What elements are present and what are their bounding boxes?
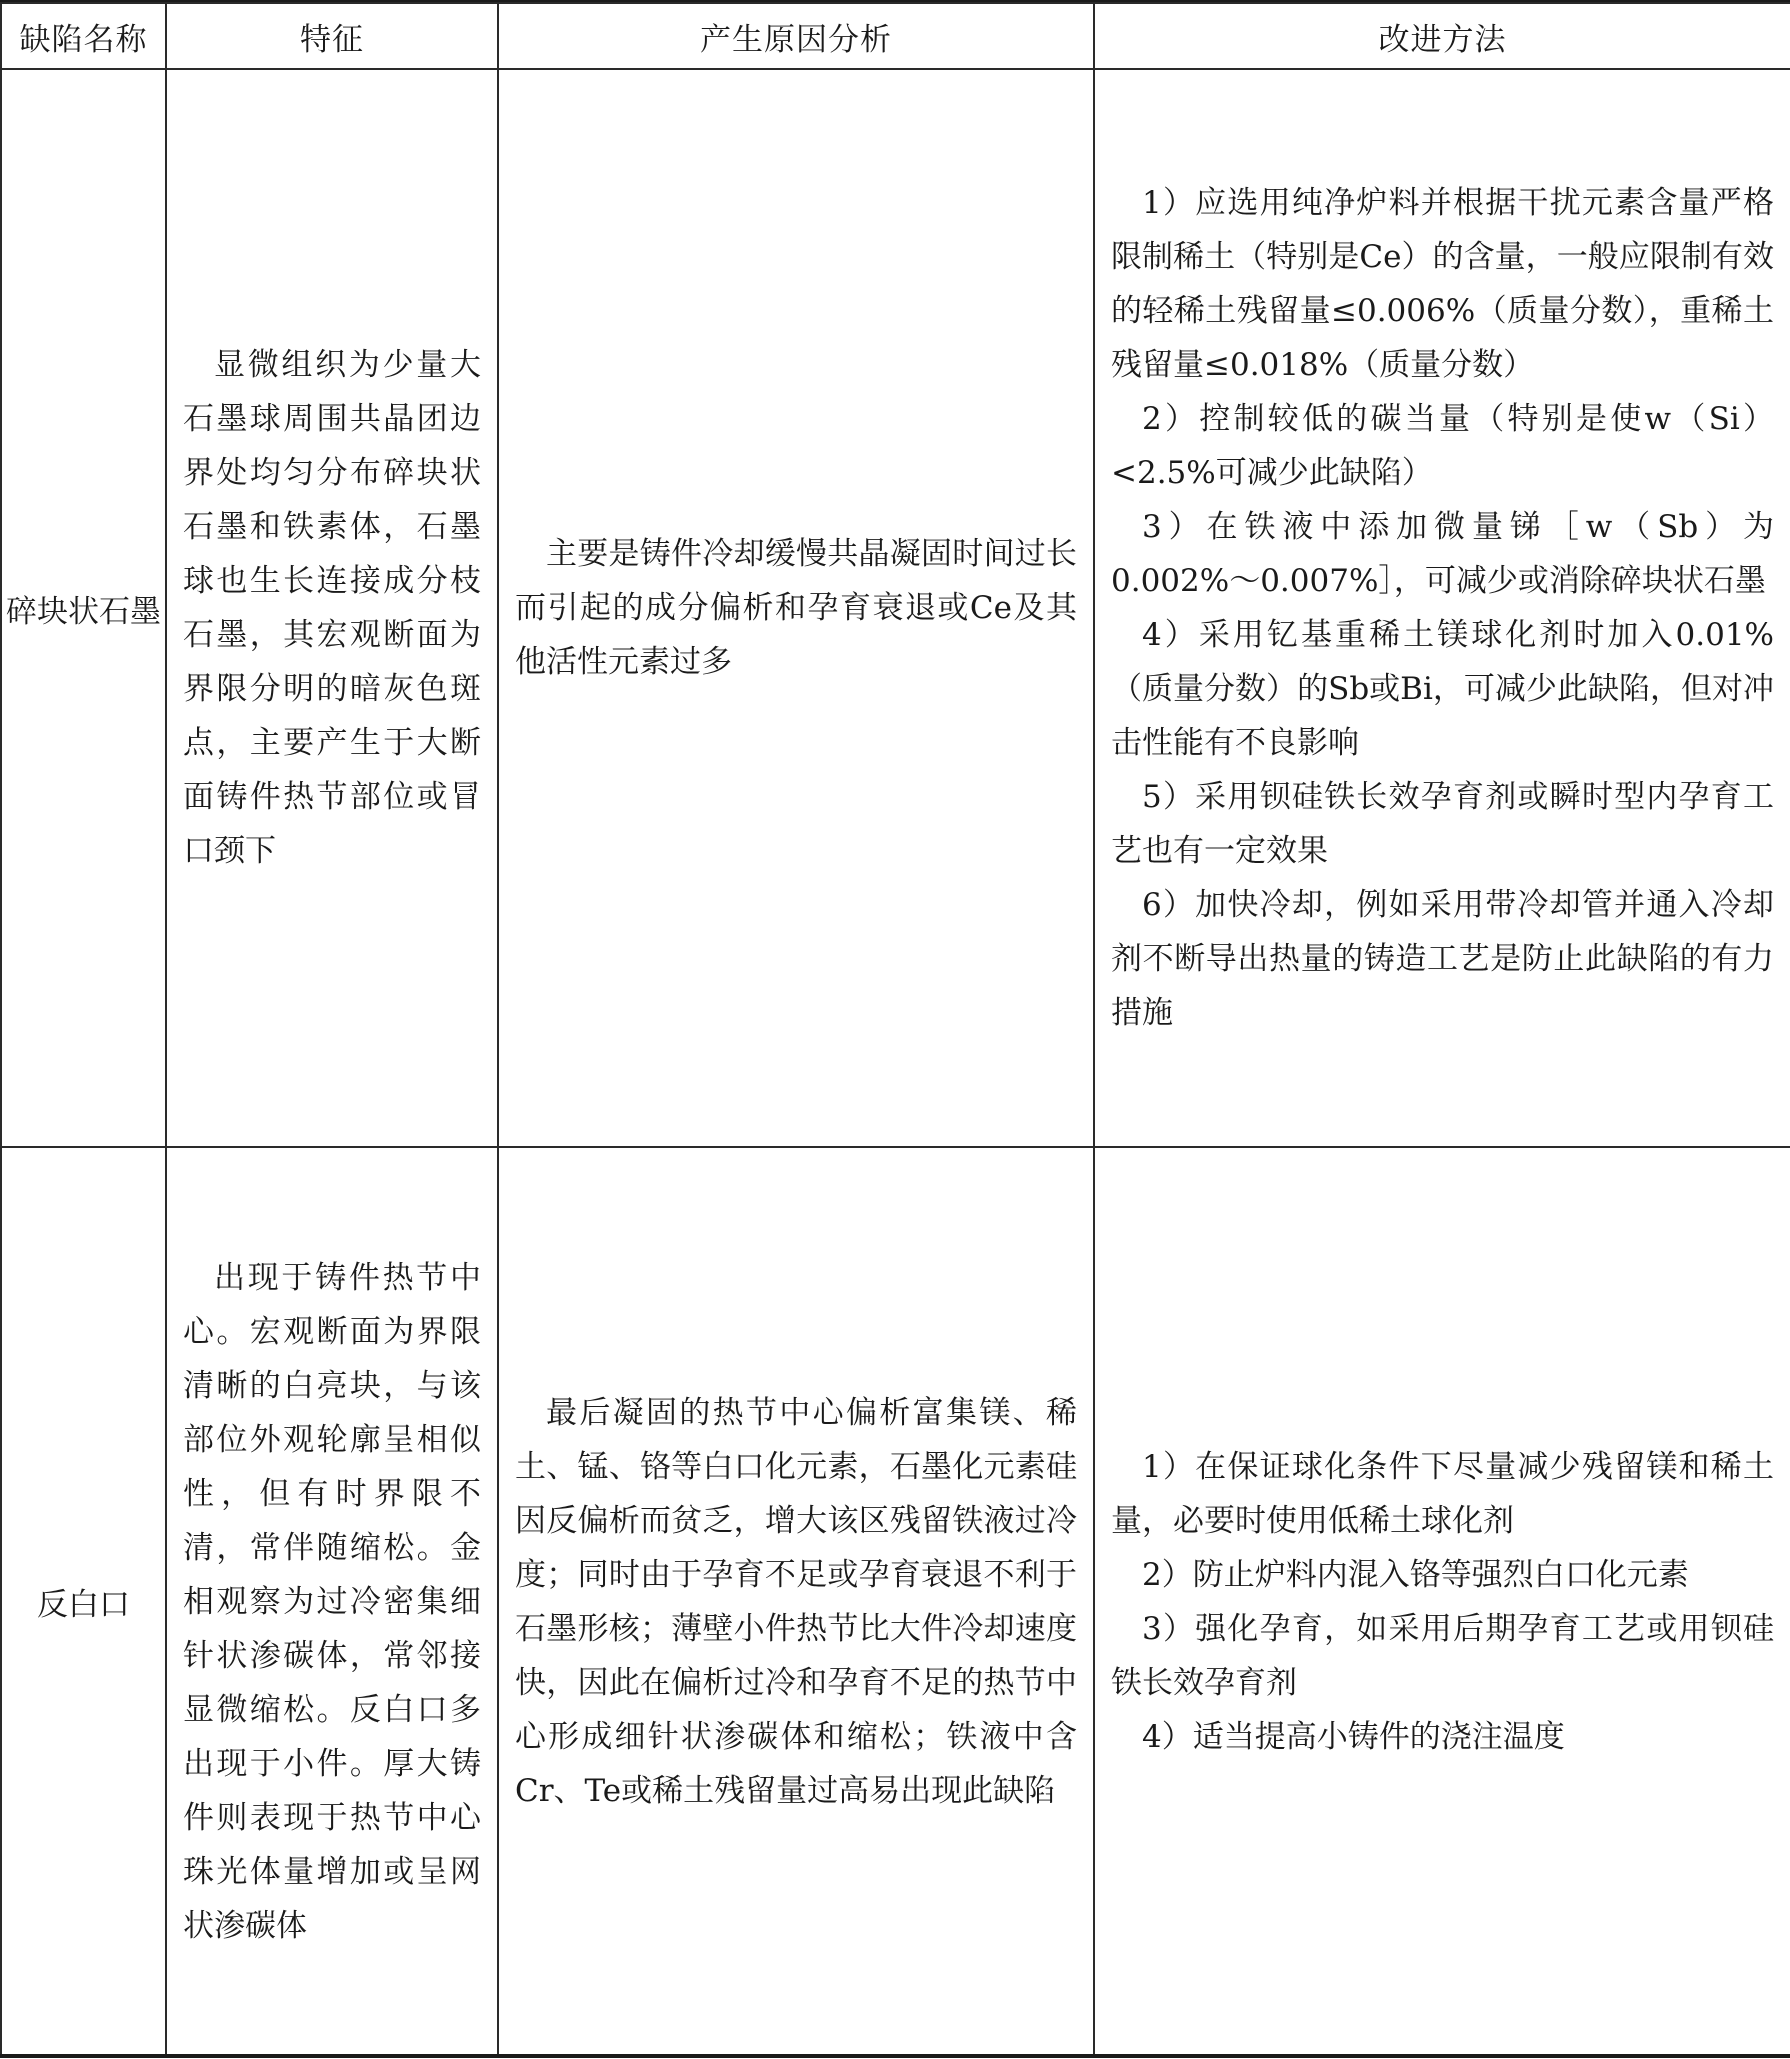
method-item: 3）在铁液中添加微量锑［w（Sb）为0.002%～0.007%］，可减少或消除碎块状石墨: [1111, 509, 1774, 599]
method-item: 1）在保证球化条件下尽量减少残留镁和稀土量，必要时使用低稀土球化剂: [1111, 1448, 1774, 1539]
feature-cell: [166, 1147, 498, 2056]
header-feature: 特征: [166, 3, 498, 69]
method-item: 1）应选用纯净炉料并根据干扰元素含量严格限制稀土（特别是Ce）的含量，一般应限制有效的轻稀土残留量≤0.006%（质量分数），重稀土残留量≤0.018%（质量分数）: [1111, 185, 1774, 383]
defect-name-cell: 碎块状石墨: [1, 69, 166, 1147]
cause-text: 最后凝固的热节中心偏析富集镁、稀土、锰、铬等白口化元素，石墨化元素硅因反偏析而贫乏，增大该区残留铁液过冷度；同时由于孕育不足或孕育衰退不利于石墨形核；薄壁小件热节比大件冷却速度快，因此在偏析过冷和孕育不足的热节中心形成细针状渗碳体和缩松；铁液中含Cr、Te或稀土残留量过高易出现此缺陷: [515, 1394, 1077, 1809]
header-defect-name: 缺陷名称: [1, 3, 166, 69]
method-item: 2）控制较低的碳当量（特别是使w（Si）<2.5%可减少此缺陷）: [1111, 401, 1774, 491]
defect-name-cell: 反白口: [1, 1147, 166, 2056]
table-header-row: [1, 3, 1790, 69]
defect-table: [0, 2, 1790, 2057]
method-item: 2）防止炉料内混入铬等强烈白口化元素: [1142, 1556, 1689, 1593]
method-cell: [1094, 1147, 1790, 2056]
cause-cell: [498, 1147, 1094, 2056]
method-item: 4）适当提高小铸件的浇注温度: [1142, 1718, 1565, 1755]
method-item: 6）加快冷却，例如采用带冷却管并通入冷却剂不断导出热量的铸造工艺是防止此缺陷的有力措施: [1111, 887, 1774, 1031]
header-improvement-method: 改进方法: [1094, 3, 1790, 69]
bottom-rule: [0, 2054, 1790, 2058]
method-cell: [1094, 69, 1790, 1147]
table-row: [1, 69, 1790, 1147]
method-item: 3）强化孕育，如采用后期孕育工艺或用钡硅铁长效孕育剂: [1111, 1610, 1774, 1701]
cause-text: 主要是铸件冷却缓慢共晶凝固时间过长而引起的成分偏析和孕育衰退或Ce及其他活性元素过多: [515, 536, 1077, 680]
method-item: 4）采用钇基重稀土镁球化剂时加入0.01%（质量分数）的Sb或Bi，可减少此缺陷，但对冲击性能有不良影响: [1111, 617, 1774, 761]
method-item: 5）采用钡硅铁长效孕育剂或瞬时型内孕育工艺也有一定效果: [1111, 779, 1774, 869]
cause-cell: [498, 69, 1094, 1147]
feature-text: 显微组织为少量大石墨球周围共晶团边界处均匀分布碎块状石墨和铁素体，石墨球也生长连接成分枝石墨，其宏观断面为界限分明的暗灰色斑点，主要产生于大断面铸件热节部位或冒口颈下: [183, 347, 481, 869]
table-row: [1, 1147, 1790, 2056]
feature-text: 出现于铸件热节中心。宏观断面为界限清晰的白亮块，与该部位外观轮廓呈相似性，但有时界限不清，常伴随缩松。金相观察为过冷密集细针状渗碳体，常邻接显微缩松。反白口多出现于小件。厚大铸件则表现于热节中心珠光体量增加或呈网状渗碳体: [183, 1259, 481, 1944]
feature-cell: [166, 69, 498, 1147]
header-cause-analysis: 产生原因分析: [498, 3, 1094, 69]
